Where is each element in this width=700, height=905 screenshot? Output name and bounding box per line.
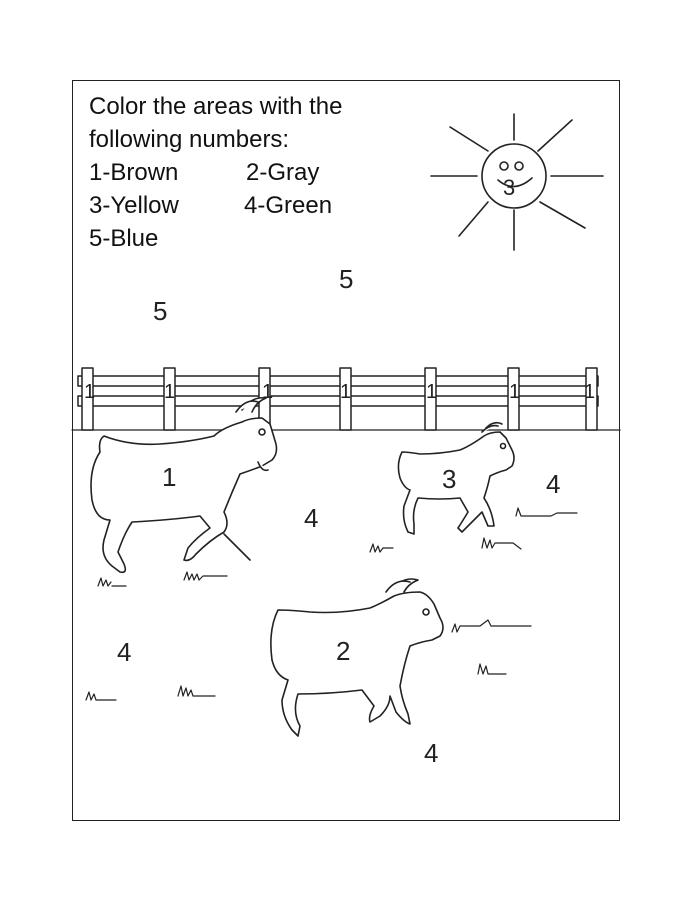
- area-number-fence-7: 1: [584, 381, 596, 403]
- key-gray: 2-Gray: [246, 159, 320, 186]
- area-number-sun: 3: [503, 175, 516, 200]
- instruction-line-2: following numbers:: [89, 126, 290, 153]
- area-number-goat-small: 3: [442, 464, 457, 494]
- goat-large-illustration: [91, 398, 277, 573]
- area-number-fence-4: 1: [340, 381, 352, 403]
- instruction-line-1: Color the areas with the: [89, 93, 343, 120]
- area-number-fence-2: 1: [164, 381, 176, 403]
- area-number-sky-b: 5: [153, 296, 168, 326]
- goat-front-illustration: [271, 579, 443, 736]
- area-number-goat-large: 1: [162, 462, 177, 492]
- key-green: 4-Green: [244, 192, 333, 219]
- area-number-fence-6: 1: [509, 381, 521, 403]
- area-number-grass-d: 4: [424, 738, 439, 768]
- area-number-fence-5: 1: [426, 381, 438, 403]
- key-brown: 1-Brown: [89, 159, 179, 186]
- area-number-grass-b: 4: [304, 503, 319, 533]
- sun-icon: [431, 114, 603, 250]
- area-number-grass-c: 4: [117, 637, 132, 667]
- area-number-fence-1: 1: [84, 381, 96, 403]
- key-yellow: 3-Yellow: [89, 192, 179, 219]
- area-number-sky-a: 5: [339, 264, 354, 294]
- area-number-fence-3: 1: [262, 381, 274, 403]
- key-blue: 5-Blue: [89, 225, 159, 252]
- area-number-grass-a: 4: [546, 469, 561, 499]
- area-number-goat-front: 2: [336, 636, 351, 666]
